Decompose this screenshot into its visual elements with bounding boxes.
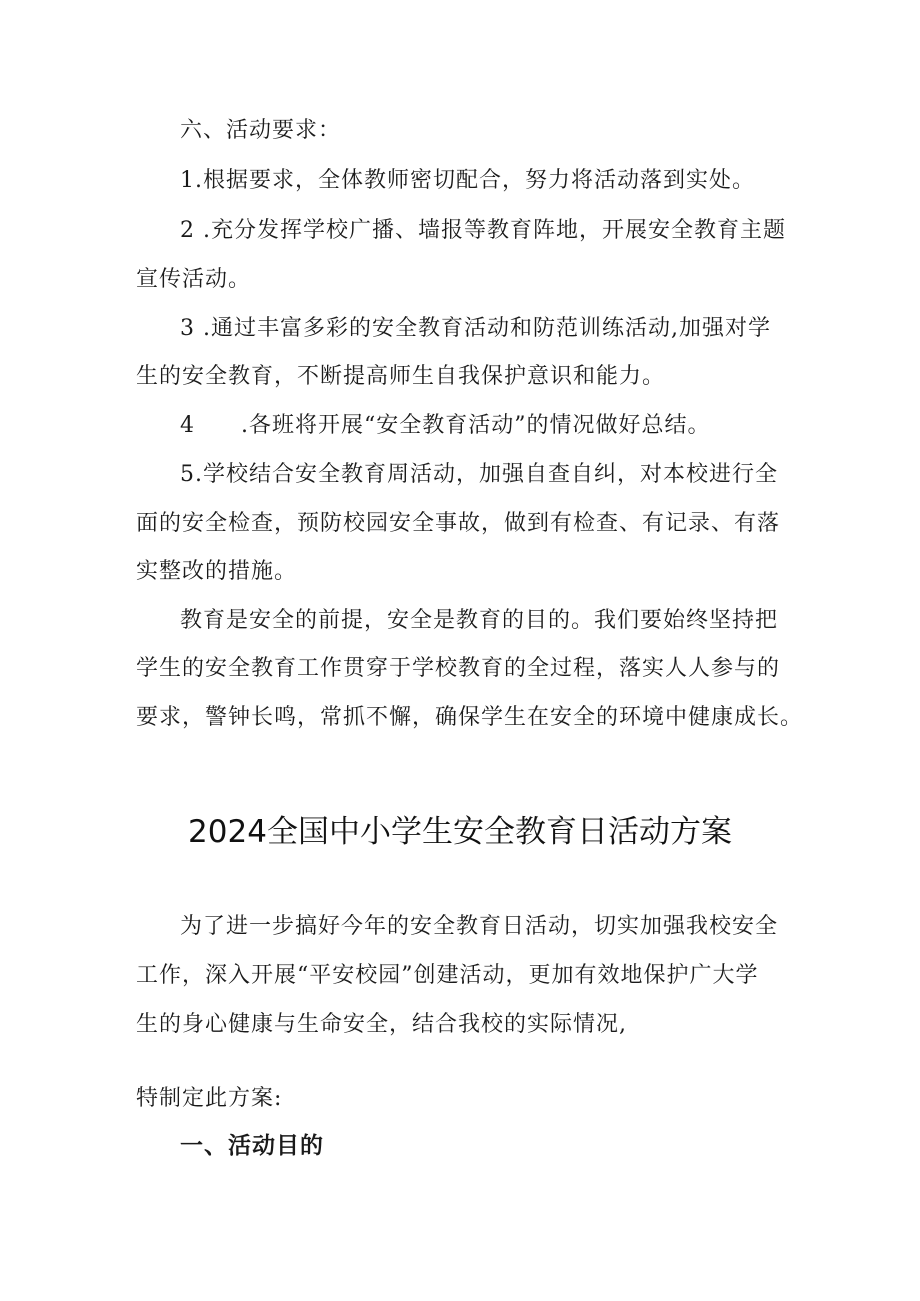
requirement-item-5-cont: 面的安全检查，预防校园安全事故，做到有检查、有记录、有落 — [136, 511, 781, 536]
requirement-item-4: 4 .各班将开展“安全教育活动”的情况做好总结。 — [180, 413, 711, 438]
requirement-item-1: 1.根据要求，全体教师密切配合，努力将活动落到实处。 — [180, 168, 755, 193]
plan-statement: 特制定此方案: — [136, 1086, 283, 1111]
closing-paragraph-line-3: 要求，警钟长鸣，常抓不懈，确保学生在安全的环境中健康成长。 — [136, 705, 804, 730]
intro-line-2: 工作，深入开展“平安校园”创建活动，更加有效地保护广大学 — [136, 963, 759, 988]
section-one-heading: 一、活动目的 — [180, 1133, 324, 1159]
requirement-item-5-cont2: 实整改的措施。 — [136, 559, 298, 584]
requirement-item-2-cont: 宣传活动。 — [136, 267, 252, 292]
requirement-item-2: 2 .充分发挥学校广播、墙报等教育阵地，开展安全教育主题 — [180, 218, 786, 243]
closing-paragraph-line-1: 教育是安全的前提，安全是教育的目的。我们要始终坚持把 — [180, 608, 779, 633]
closing-paragraph-line-2: 学生的安全教育工作贯穿于学校教育的全过程，落实人人参与的 — [136, 656, 781, 681]
document-title: 2024全国中小学生安全教育日活动方案 — [188, 814, 732, 850]
intro-line-1: 为了进一步搞好今年的安全教育日活动，切实加强我校安全 — [180, 914, 779, 939]
requirement-item-3-cont: 生的安全教育，不断提高师生自我保护意识和能力。 — [136, 364, 666, 389]
intro-line-3: 生的身心健康与生命安全，结合我校的实际情况, — [136, 1012, 627, 1037]
requirement-item-3: 3 .通过丰富多彩的安全教育活动和防范训练活动,加强对学 — [180, 316, 771, 341]
requirement-item-5: 5.学校结合安全教育周活动，加强自查自纠，对本校进行全 — [180, 462, 778, 487]
section-six-heading: 六、活动要求： — [180, 118, 342, 143]
